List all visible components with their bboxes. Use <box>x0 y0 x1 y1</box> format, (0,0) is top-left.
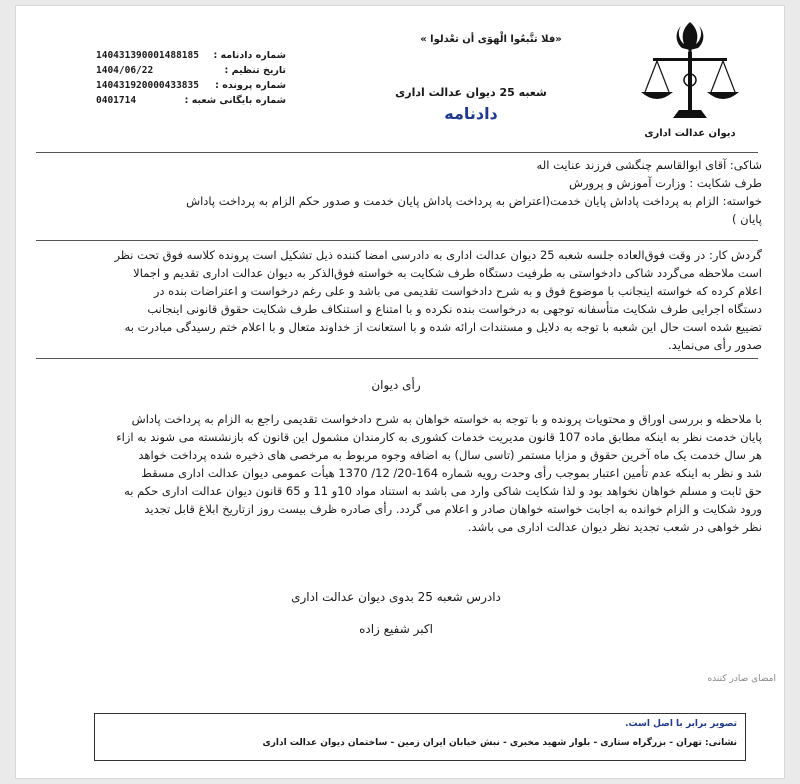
defendant-line: طرف شکایت : وزارت آموزش و پرورش <box>568 176 762 190</box>
archive-number-label: شماره بایگانی شعبه : <box>184 95 286 106</box>
meta-row-date <box>96 63 286 78</box>
meta-row-verdict-number <box>96 48 286 63</box>
verdict-title: رأی دیوان <box>371 378 421 392</box>
verdict-section <box>34 410 762 536</box>
judge-role: دادرس شعبه 25 بدوی دیوان عدالت اداری <box>291 590 501 604</box>
quran-quote: «فلا تتَّبعُوا الْهوَى أن تعْدلوا » <box>420 34 562 45</box>
verdict-line: با ملاحظه و بررسی اوراق و محتویات پرونده و با توجه به خواسته خواهان به شرح دادخواست تقدیمی راجع به الزام به پرداخت پاداش <box>131 412 762 426</box>
procedure-line: دستگاه اجرایی طرف شکایت متأسفانه توجهی به درخواست بنده نکرده و با امتناع و استنکاف طرف شکایت حقوق قانونی اینجانب <box>147 302 762 316</box>
copy-certification: تصویر برابر با اصل است. <box>625 719 737 729</box>
procedure-divider <box>36 358 758 359</box>
procedure-line: صدور رأی می‌نماید. <box>668 338 762 352</box>
header-divider <box>36 152 758 153</box>
plaintiff-line: شاکی: آقای ابوالقاسم چنگشی فرزند عنایت اله <box>536 158 762 172</box>
procedure-line: است ملاحظه می‌گردد شاکی دادخواستی به طرفیت دستگاه طرف شکایت به خواسته فوق‌الذکر به دیوان عدالت اداری تقدیم و اجمالا <box>133 266 762 280</box>
scales-of-justice-icon <box>635 14 745 126</box>
court-emblem <box>630 14 750 154</box>
procedure-line: اعلام کرده که خواسته اینجانب با موضوع فوق و به شرح دادخواست تقدیمی می باشد و علی رغم درخواست و اعتراضات بنده در <box>153 284 762 298</box>
branch-title: شعبه 25 دیوان عدالت اداری <box>395 86 547 99</box>
procedure-section <box>34 246 762 354</box>
signature-stamp-label: امضای صادر کننده <box>707 674 776 684</box>
footer-box <box>94 713 746 761</box>
parties-divider <box>36 240 758 241</box>
verdict-line: شد و نظر به اینکه عدم تأمین اعتبار بموجب رأی وحدت رویه شماره 164-20/ 12/ 1370 هیأت عمومی دیوان عدالت اداری مسقط <box>141 466 762 480</box>
demand-line: خواسته: الزام به پرداخت پاداش پایان خدمت(اعتراض به پرداخت پاداش پایان خدمت و صدور حکم الزام به پرداخت پاداش <box>186 194 762 208</box>
verdict-line: حق ثابت و مسلم خواهان نخواهد بود و لذا شکایت شاکی وارد می باشد به استناد مواد 10و 11 و 65 قانون دیوان عدالت اداری حکم به <box>124 484 762 498</box>
verdict-line: نظر خواهی در شعب تجدید نظر دیوان عدالت اداری می باشد. <box>467 520 762 534</box>
verdict-number-label: شماره دادنامه : <box>213 50 286 61</box>
document-page <box>16 6 784 778</box>
issue-date: 1404/06/22 <box>96 65 154 76</box>
meta-row-case-number <box>96 78 286 93</box>
judge-name: اکبر شفیع زاده <box>359 622 433 636</box>
procedure-line: تضییع شده است حال این شعبه با توجه به دلایل و مستندات ارائه شده و با استعانت از خداوند متعال و با اعلام ختم رسیدگی مبادرت به <box>124 320 762 334</box>
verdict-line: پایان خدمت نظر به اینکه مطابق ماده 107 قانون مدیریت خدمات کشوری به کارمندان مشمول این قانون که بازنشسته می شوند به ازاء <box>116 430 762 444</box>
meta-row-archive-number <box>96 93 286 108</box>
verdict-line: ورود شکایت و الزام خوانده به اجابت خواسته خواهان صادر و اعلام می گردد. رأی صادره ظرف بیست روز ازتاریخ ابلاغ قابل تجدید <box>144 502 762 516</box>
parties-section <box>34 156 762 228</box>
court-address: نشانی: تهران - بزرگراه ستاری - بلوار شهید مخبری - نبش خیابان ایران زمین - ساختمان دیوان عدالت اداری <box>262 738 737 748</box>
case-meta <box>96 48 286 108</box>
court-name: دیوان عدالت اداری <box>644 128 736 139</box>
case-number: 140431920000433835 <box>96 80 199 91</box>
archive-number: 0401714 <box>96 95 137 106</box>
verdict-line: هر سال خدمت یک ماه آخرین حقوق و مزایا مستمر (تاسی سال) به اضافه وجوه مربوط به مرخصی های ذخیره شده پرداخت خواهد <box>138 448 762 462</box>
issue-date-label: تاریخ تنظیم : <box>224 65 286 76</box>
verdict-number: 140431390001488185 <box>96 50 199 61</box>
case-number-label: شماره پرونده : <box>215 80 286 91</box>
document-title: دادنامه <box>444 104 498 123</box>
demand-line-cont: پایان ) <box>732 212 762 226</box>
procedure-line: گردش کار: در وقت فوق‌العاده جلسه شعبه 25 دیوان عدالت اداری به دادرسی امضا کننده ذیل تشکیل است پرونده کلاسه فوق تحت نظر <box>114 248 762 262</box>
